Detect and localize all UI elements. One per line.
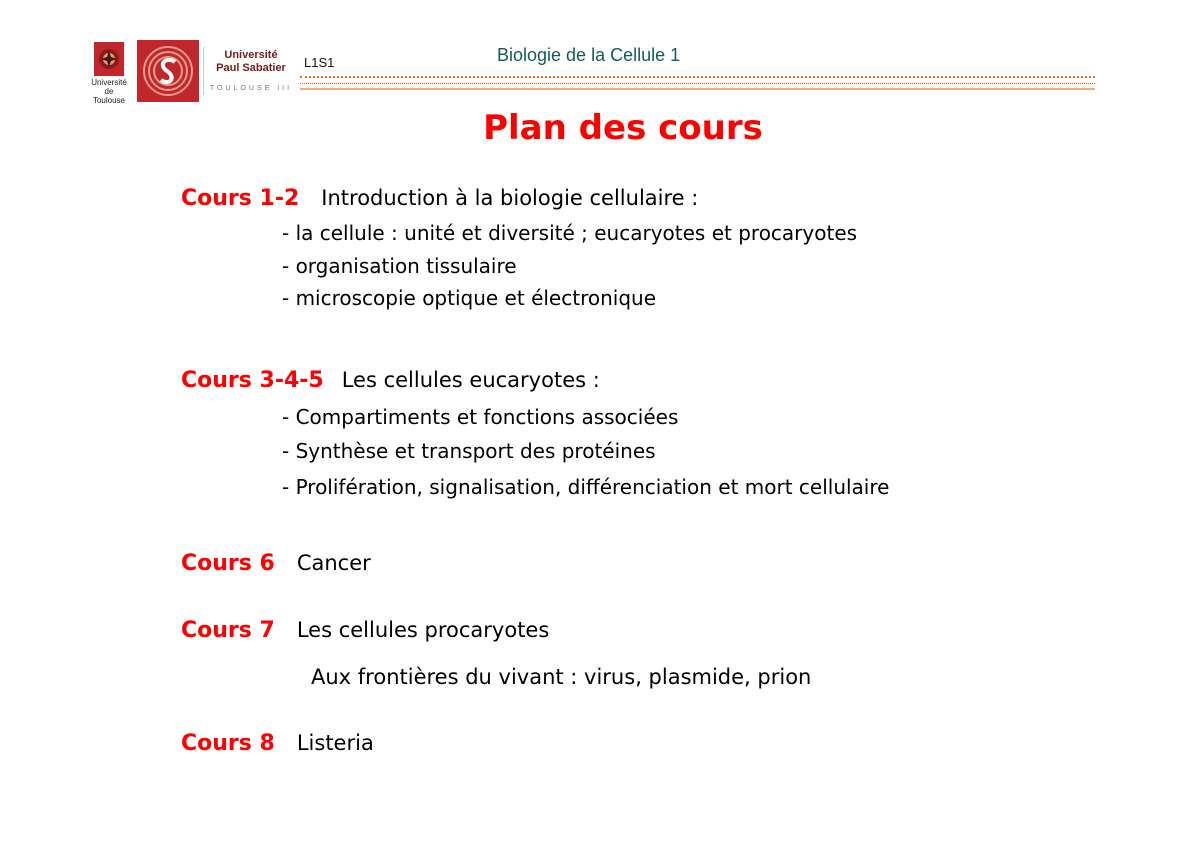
level-label: L1S1 (304, 55, 335, 70)
course-heading-3 (181, 551, 371, 576)
course-item: - Synthèse et transport des protéines (282, 439, 656, 463)
ups-emblem-icon (137, 40, 199, 102)
course-topic: Introduction à la biologie cellulaire : (321, 186, 699, 210)
course-topic: Cancer (296, 551, 371, 575)
paul-sabatier-logo (137, 40, 293, 102)
ups-name-line2: Paul Sabatier (216, 62, 286, 74)
universite-de-toulouse-logo (88, 42, 130, 105)
ups-city: TOULOUSE III (209, 85, 293, 92)
header-rule-dotted (300, 76, 1095, 78)
slide-header (0, 0, 1200, 110)
course-label: Cours 6 (181, 551, 275, 576)
logo-separator (203, 47, 204, 95)
course-label: Cours 7 (181, 618, 275, 643)
course-label: Cours 3-4-5 (181, 368, 324, 393)
course-topic: Les cellules eucaryotes : (341, 368, 600, 392)
course-item: - Compartiments et fonctions associées (282, 405, 679, 429)
slide-title: Plan des cours (483, 108, 763, 148)
course-item: - Prolifération, signalisation, différenciation et mort cellulaire (282, 475, 890, 499)
ups-name-line1: Université (224, 49, 278, 61)
header-rule-dotted-thin (300, 83, 1095, 84)
course-item: Aux frontières du vivant : virus, plasmide, prion (311, 665, 812, 689)
toulouse-logo-text: Université de Toulouse (91, 78, 127, 105)
course-topic: Listeria (296, 731, 374, 755)
course-heading-4 (181, 618, 549, 643)
course-heading-1 (181, 186, 698, 211)
course-item: - microscopie optique et électronique (282, 286, 656, 310)
course-heading-5 (181, 731, 374, 756)
course-label: Cours 1-2 (181, 186, 300, 211)
course-label: Cours 8 (181, 731, 275, 756)
course-item: - organisation tissulaire (282, 254, 517, 278)
ups-name (209, 49, 293, 75)
header-rule-solid (300, 88, 1095, 90)
course-topic: Les cellules procaryotes (296, 618, 550, 642)
course-item: - la cellule : unité et diversité ; eucaryotes et procaryotes (282, 221, 858, 245)
course-title: Biologie de la Cellule 1 (497, 45, 681, 65)
toulouse-emblem-icon (94, 42, 124, 76)
course-heading-2 (181, 368, 600, 393)
